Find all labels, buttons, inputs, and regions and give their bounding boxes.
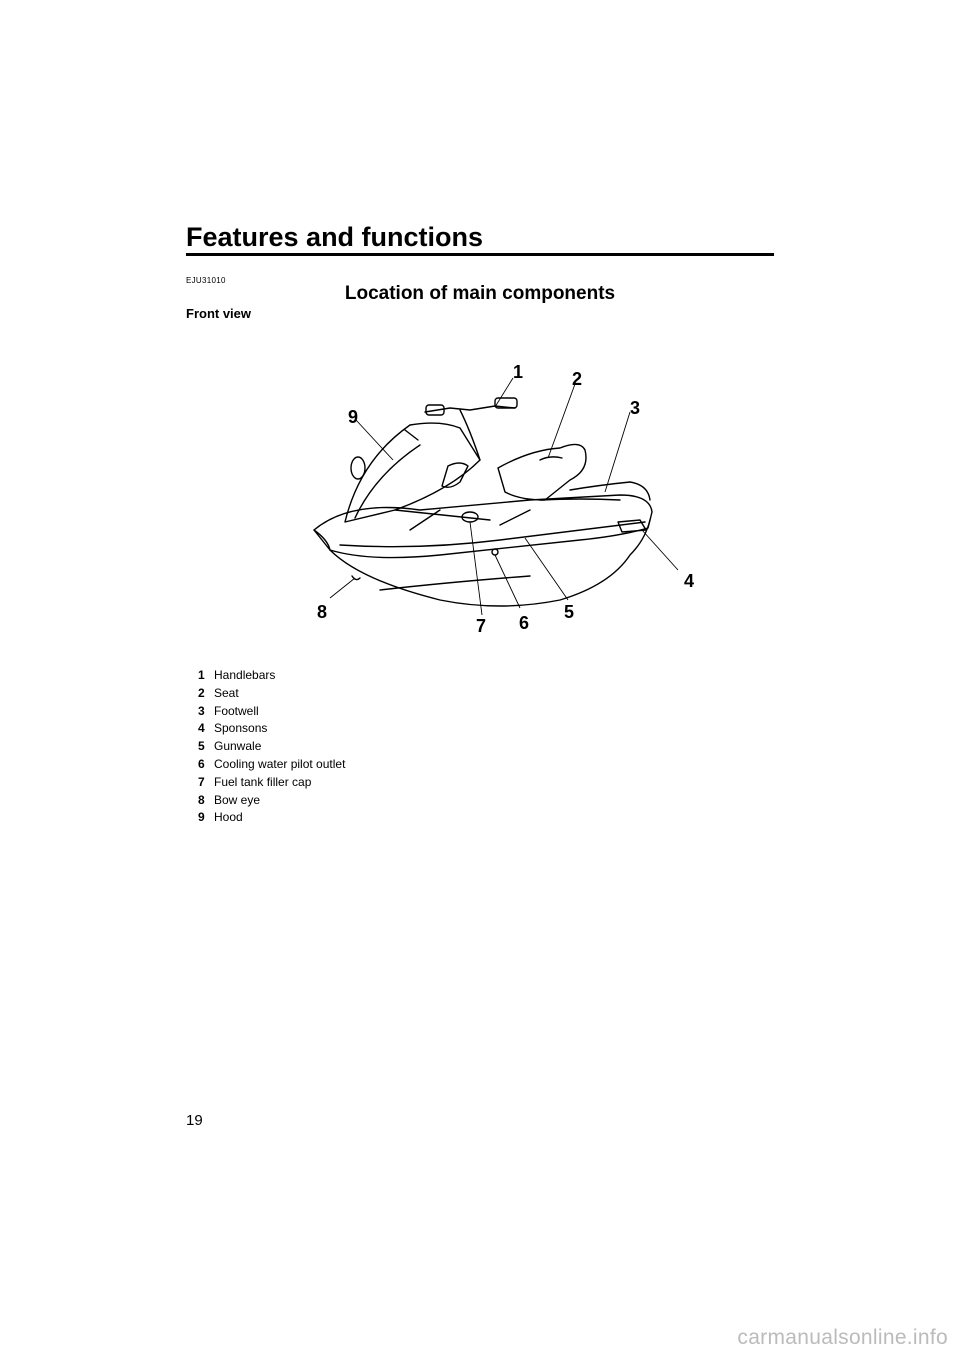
section-title: Location of main components xyxy=(344,283,616,304)
page-header-title: Features and functions xyxy=(186,222,484,252)
legend-item: 3 Footwell xyxy=(198,703,259,718)
callout-9: 9 xyxy=(348,407,359,427)
deck-outline xyxy=(314,495,652,558)
header-rule xyxy=(186,253,774,256)
callout-7: 7 xyxy=(476,616,487,636)
hull xyxy=(330,520,650,606)
legend-item: 2 Seat xyxy=(198,685,239,700)
legend-item: 4 Sponsons xyxy=(198,721,268,736)
callout-1: 1 xyxy=(513,362,524,382)
seat-shape xyxy=(498,444,586,500)
callout-5: 5 xyxy=(564,602,575,622)
callout-6: 6 xyxy=(519,613,530,633)
legend-item: 1 Handlebars xyxy=(198,668,276,682)
watercraft-illustration xyxy=(300,350,720,650)
callout-4: 4 xyxy=(684,571,695,591)
footer-watermark[interactable]: carmanualsonline.info xyxy=(737,1326,948,1349)
callout-3: 3 xyxy=(630,398,641,418)
leader-lines xyxy=(330,378,678,615)
callout-8: 8 xyxy=(317,602,328,622)
legend-item: 6 Cooling water pilot outlet xyxy=(198,756,346,771)
gunwale-line xyxy=(340,522,645,547)
callout-2: 2 xyxy=(572,369,583,389)
legend-item: 5 Gunwale xyxy=(198,739,262,754)
handlebars-shape xyxy=(425,406,515,412)
callout-numbers xyxy=(317,362,694,636)
subsection-title: Front view xyxy=(186,306,252,321)
legend-item: 7 Fuel tank filler cap xyxy=(198,774,312,789)
page-number: 19 xyxy=(186,1112,203,1129)
legend-item: 8 Bow eye xyxy=(198,792,261,807)
component-legend xyxy=(198,667,345,827)
section-code: EJU31010 xyxy=(186,276,226,285)
hood-shape xyxy=(345,423,480,522)
legend-item: 9 Hood xyxy=(198,810,243,825)
